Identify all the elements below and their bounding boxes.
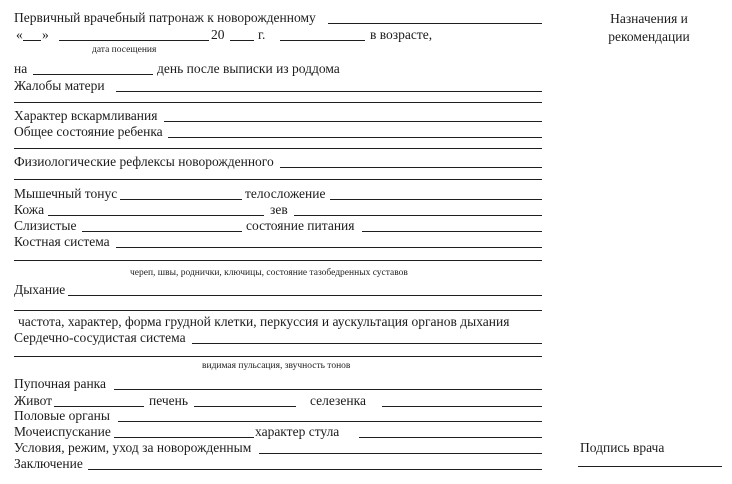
mother-complaints-extra-blank[interactable] — [14, 102, 542, 103]
general-state-extra-blank[interactable] — [14, 148, 542, 149]
throat-label: зев — [270, 202, 288, 217]
conclusion-label: Заключение — [14, 456, 83, 471]
muscle-tone-label: Мышечный тонус — [14, 186, 118, 201]
spleen-label: селезенка — [310, 393, 366, 408]
mucosa-row — [14, 217, 542, 234]
care-label: Условия, режим, уход за новорожденным — [14, 440, 252, 455]
genitals-label: Половые органы — [14, 408, 110, 423]
conclusion-blank[interactable] — [88, 469, 542, 470]
bones-label: Костная система — [14, 234, 110, 249]
nutrition-blank[interactable] — [362, 231, 542, 232]
urination-row — [14, 423, 542, 440]
care-blank[interactable] — [259, 453, 542, 454]
doctor-signature-label: Подпись врача — [580, 440, 665, 455]
nutrition-label: состояние питания — [246, 218, 355, 233]
cardio-caption: видимая пульсация, звучность тонов — [202, 361, 351, 371]
mucosa-blank[interactable] — [82, 231, 242, 232]
year-prefix: 20 — [211, 27, 225, 42]
reflexes-extra-row — [14, 165, 542, 182]
breathing-extra-blank[interactable] — [14, 310, 542, 311]
urination-label: Мочеиспускание — [14, 424, 111, 439]
cardio-extra-blank[interactable] — [14, 356, 542, 357]
age-blank[interactable] — [280, 40, 365, 41]
year-suffix: г. — [258, 27, 266, 42]
stool-label: характер стула — [255, 424, 340, 439]
year-blank[interactable] — [230, 40, 254, 41]
breathing-label: Дыхание — [14, 282, 66, 297]
muscle-tone-row — [14, 185, 542, 202]
reflexes-extra-blank[interactable] — [14, 179, 542, 180]
skin-row — [14, 201, 542, 218]
bones-extra-row — [14, 246, 542, 263]
discharge-day-blank[interactable] — [33, 74, 153, 75]
bones-caption: череп, швы, роднички, ключицы, состояние тазобедренных суставов — [130, 268, 408, 278]
on-label: на — [14, 61, 28, 76]
mother-complaints-extra-row — [14, 88, 542, 105]
cardio-extra-row — [14, 342, 542, 359]
skin-label: Кожа — [14, 202, 45, 217]
recommendations-title-line2: рекомендации — [608, 29, 690, 44]
visit-title: Первичный врачебный патронаж к новорожденному — [14, 10, 316, 25]
visit-title-blank[interactable] — [328, 23, 542, 24]
feeding-row — [14, 107, 542, 124]
discharge-row — [14, 60, 542, 77]
age-label: в возрасте, — [370, 27, 433, 42]
recommendations-title — [588, 10, 710, 46]
breathing-extra-row — [14, 296, 542, 313]
visit-title-row — [14, 9, 542, 26]
discharge-label: день после выписки из роддома — [157, 61, 340, 76]
month-blank[interactable] — [59, 40, 209, 41]
quote-open: « — [16, 27, 23, 42]
care-row — [14, 439, 542, 456]
throat-blank[interactable] — [294, 215, 542, 216]
visit-date-row — [14, 26, 542, 43]
skin-blank[interactable] — [48, 215, 264, 216]
feeding-blank[interactable] — [164, 121, 542, 122]
mucosa-label: Слизистые — [14, 218, 77, 233]
doctor-signature-blank[interactable] — [578, 466, 722, 467]
feeding-label: Характер вскармливания — [14, 108, 158, 123]
umbilical-blank[interactable] — [114, 389, 542, 390]
genitals-blank[interactable] — [118, 421, 542, 422]
general-state-extra-row — [14, 134, 542, 151]
stool-blank[interactable] — [359, 437, 542, 438]
visit-date-caption: дата посещения — [92, 45, 157, 55]
build-blank[interactable] — [330, 199, 542, 200]
breathing-caption: частота, характер, форма грудной клетки, перкуссия и аускультация органов дыхания — [18, 314, 510, 329]
bones-extra-blank[interactable] — [14, 260, 542, 261]
umbilical-label: Пупочная ранка — [14, 376, 107, 391]
quote-close: » — [42, 27, 49, 42]
cardio-label: Сердечно-сосудистая система — [14, 330, 186, 345]
general-state-label: Общее состояние ребенка — [14, 124, 163, 139]
urination-blank[interactable] — [114, 437, 254, 438]
mother-complaints-label: Жалобы матери — [14, 78, 105, 93]
liver-label: печень — [149, 393, 189, 408]
belly-label: Живот — [14, 393, 53, 408]
conclusion-row — [14, 455, 542, 472]
reflexes-label: Физиологические рефлексы новорожденного — [14, 154, 274, 169]
day-blank[interactable] — [23, 40, 41, 41]
recommendations-title-line1: Назначения и — [610, 11, 688, 26]
build-label: телосложение — [245, 186, 326, 201]
umbilical-row — [14, 375, 542, 392]
genitals-row — [14, 407, 542, 424]
muscle-tone-blank[interactable] — [120, 199, 242, 200]
